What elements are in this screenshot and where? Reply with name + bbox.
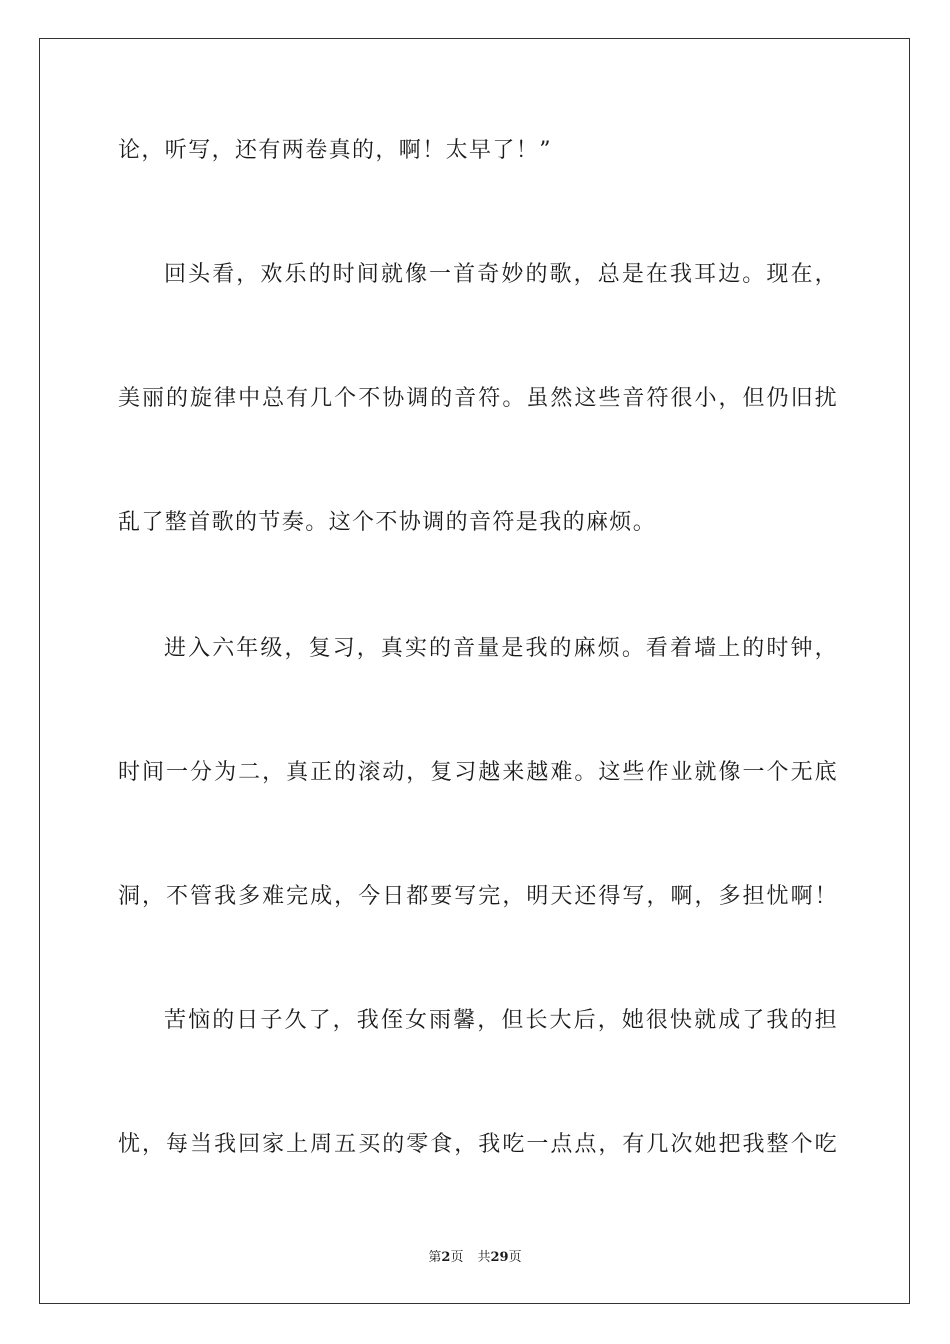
body-line-2: 回头看，欢乐的时间就像一首奇妙的歌，总是在我耳边。现在， <box>164 262 838 287</box>
page-border <box>39 38 910 1304</box>
body-line-9: 忧，每当我回家上周五买的零食，我吃一点点，有几次她把我整个吃 <box>118 1132 838 1157</box>
body-line-5: 进入六年级，复习，真实的音量是我的麻烦。看着墙上的时钟， <box>164 636 838 661</box>
body-line-4: 乱了整首歌的节奏。这个不协调的音符是我的麻烦。 <box>118 510 657 535</box>
body-line-3: 美丽的旋律中总有几个不协调的音符。虽然这些音符很小，但仍旧扰 <box>118 386 838 411</box>
page-footer <box>0 1249 950 1267</box>
body-line-7: 洞，不管我多难完成，今日都要写完，明天还得写，啊，多担忧啊！ <box>118 884 838 909</box>
total-prefix: 共 <box>477 1250 491 1265</box>
body-line-8: 苦恼的日子久了，我侄女雨馨，但长大后，她很快就成了我的担 <box>164 1008 838 1033</box>
body-line-6: 时间一分为二，真正的滚动，复习越来越难。这些作业就像一个无底 <box>118 760 838 785</box>
page-number: 2 <box>441 1250 451 1265</box>
body-line-1: 论，听写，还有两卷真的，啊！太早了！” <box>118 138 552 163</box>
total-pages: 29 <box>490 1250 509 1265</box>
page-prefix: 第 <box>428 1250 442 1265</box>
page-suffix: 页 <box>450 1250 464 1265</box>
total-suffix: 页 <box>508 1250 522 1265</box>
